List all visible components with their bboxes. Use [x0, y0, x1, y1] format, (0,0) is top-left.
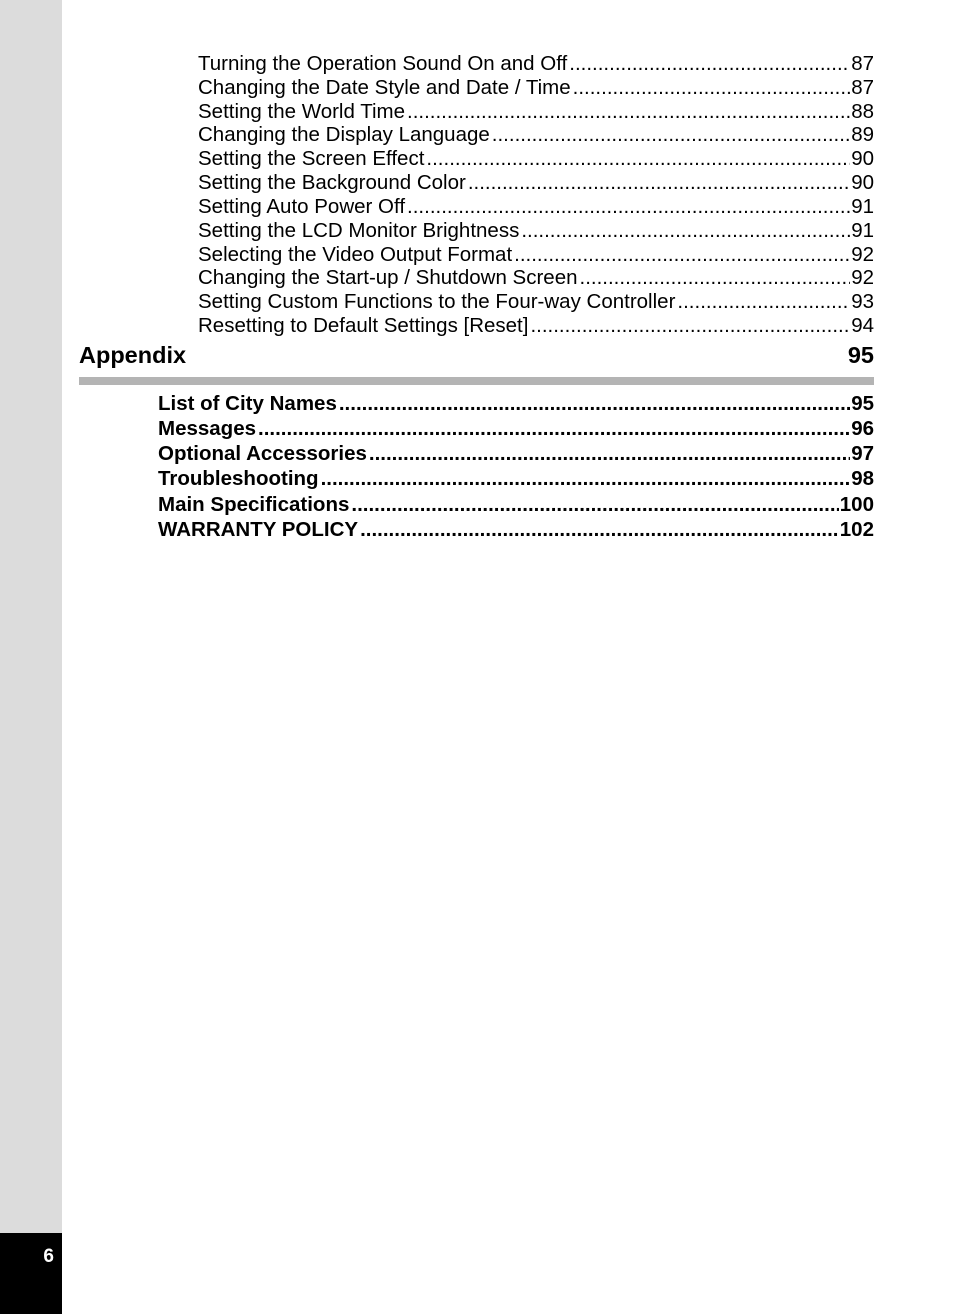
- toc-entry[interactable]: [198, 266, 874, 290]
- toc-entry-title: Setting the World Time: [198, 100, 405, 123]
- toc-entry[interactable]: [198, 100, 874, 124]
- dot-leader: [573, 76, 851, 100]
- toc-entry[interactable]: [198, 76, 874, 100]
- dot-leader: [426, 147, 850, 171]
- toc-entry-title: Optional Accessories: [158, 442, 367, 465]
- toc-entry-title: Setting the LCD Monitor Brightness: [198, 219, 520, 242]
- toc-entry-title: WARRANTY POLICY: [158, 518, 359, 541]
- toc-entry-title: Turning the Operation Sound On and Off: [198, 52, 568, 75]
- toc-entry-title: Setting Custom Functions to the Four-way Controller: [198, 290, 676, 313]
- dot-leader: [360, 517, 839, 542]
- toc-entry-page: 87: [851, 52, 874, 75]
- dot-leader: [468, 171, 850, 195]
- dot-leader: [530, 314, 850, 338]
- dot-leader: [514, 243, 850, 267]
- toc-entry-page: 89: [851, 123, 874, 146]
- toc-entry-page: 91: [851, 195, 874, 218]
- toc-entry[interactable]: [198, 195, 874, 219]
- toc-entry-title: Changing the Start-up / Shutdown Screen: [198, 266, 578, 289]
- toc-entry-title: Resetting to Default Settings [Reset]: [198, 314, 529, 337]
- toc-entry[interactable]: [158, 492, 874, 517]
- dot-leader: [407, 195, 850, 219]
- dot-leader: [521, 219, 850, 243]
- dot-leader: [339, 391, 850, 416]
- toc-entry[interactable]: [198, 171, 874, 195]
- toc-entry-page: 98: [851, 467, 874, 490]
- toc-entry-title: Changing the Date Style and Date / Time: [198, 76, 571, 99]
- chapter-divider: [79, 377, 874, 385]
- toc-entry-title: Messages: [158, 417, 257, 440]
- toc-entry-page: 100: [839, 493, 874, 516]
- dot-leader: [369, 441, 850, 466]
- toc-entry[interactable]: [198, 219, 874, 243]
- dot-leader: [580, 266, 851, 290]
- toc-entry[interactable]: [158, 466, 874, 491]
- toc-entry-page: 96: [851, 417, 874, 440]
- chapter-title: Appendix: [79, 342, 187, 368]
- toc-entry-page: 92: [851, 243, 874, 266]
- toc-entry-title: Main Specifications: [158, 493, 350, 516]
- page-number: 6: [43, 1246, 54, 1267]
- toc-entry[interactable]: [198, 243, 874, 267]
- dot-leader: [351, 492, 838, 517]
- toc-entry-title: List of City Names: [158, 392, 337, 415]
- chapter-heading[interactable]: [79, 342, 874, 372]
- toc-entry-page: 97: [851, 442, 874, 465]
- side-margin-bar: [0, 0, 62, 1233]
- toc-entry-page: 95: [851, 392, 874, 415]
- toc-entry[interactable]: [198, 123, 874, 147]
- toc-entry-title: Troubleshooting: [158, 467, 319, 490]
- dot-leader: [492, 123, 850, 147]
- toc-entry[interactable]: [198, 52, 874, 76]
- toc-entry-page: 93: [851, 290, 874, 313]
- dot-leader: [677, 290, 850, 314]
- toc-entry[interactable]: [158, 441, 874, 466]
- toc-entry-title: Setting Auto Power Off: [198, 195, 406, 218]
- toc-entry-title: Setting the Screen Effect: [198, 147, 425, 170]
- toc-entry[interactable]: [158, 416, 874, 441]
- toc-entry-page: 102: [839, 518, 874, 541]
- chapter-page: 95: [847, 342, 874, 368]
- toc-entry-page: 88: [851, 100, 874, 123]
- toc-entry-page: 91: [851, 219, 874, 242]
- toc-entry-page: 92: [851, 266, 874, 289]
- toc-entry-title: Changing the Display Language: [198, 123, 490, 146]
- toc-entry-page: 90: [851, 147, 874, 170]
- toc-entry[interactable]: [158, 517, 874, 542]
- toc-entry-page: 94: [851, 314, 874, 337]
- toc-entry[interactable]: [198, 314, 874, 338]
- dot-leader: [258, 416, 850, 441]
- toc-entry-title: Setting the Background Color: [198, 171, 466, 194]
- dot-leader: [407, 100, 850, 124]
- toc-entry[interactable]: [158, 391, 874, 416]
- toc-entry[interactable]: [198, 290, 874, 314]
- dot-leader: [321, 466, 851, 491]
- toc-entry-page: 87: [851, 76, 874, 99]
- toc-entry-page: 90: [851, 171, 874, 194]
- dot-leader: [569, 52, 850, 76]
- toc-entry-title: Selecting the Video Output Format: [198, 243, 513, 266]
- toc-entry[interactable]: [198, 147, 874, 171]
